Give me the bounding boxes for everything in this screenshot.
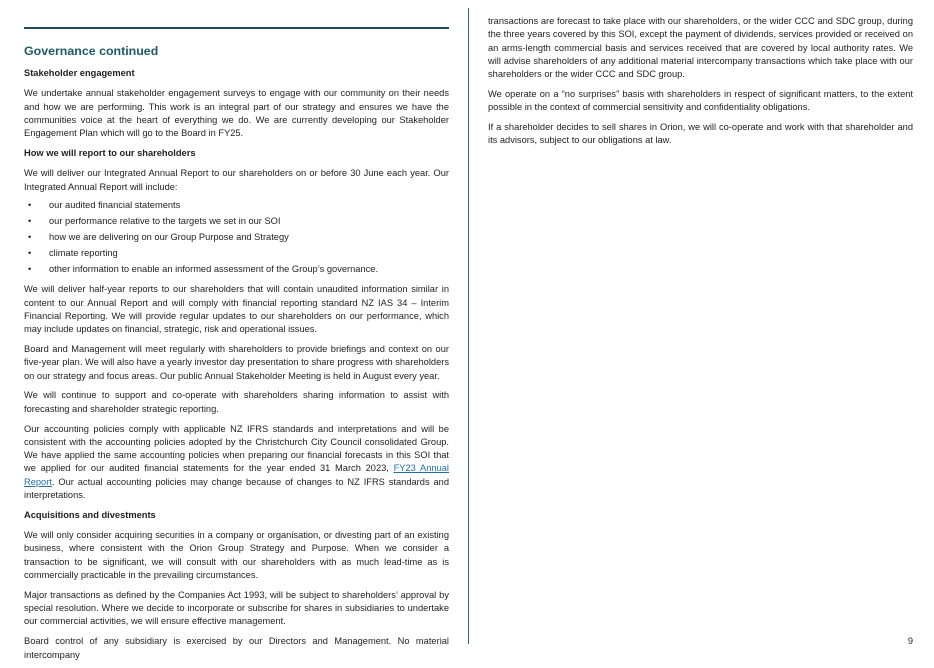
share-sale-paragraph: If a shareholder decides to sell shares in Orion, we will co-operate and work with that shareholder and its advisors, subject to our obligations at law. (488, 122, 913, 146)
stakeholder-engagement-paragraph: We undertake annual stakeholder engagement surveys to engage with our community on their needs and how we are performing. This work is an integral part of our strategy and ensures we have the communities voice at the heart of everything we do. We are currently developing our Stakeholder Engagement Plan which will go to the Board in FY25. (24, 88, 449, 139)
half-year-report-paragraph: We will deliver half-year reports to our shareholders that will contain unaudited information similar in content to our Annual Report and will comply with financial reporting standard NZ IAS 34 – Interim Financial Reporting. We will provide regular updates to our shareholders on our performance, which may include updates on financial, strategic, risk and operational issues. (24, 284, 449, 335)
intercompany-transactions-paragraph: transactions are forecast to take place with our shareholders, or the wider CCC and SDC group, during the three years covered by this SOI, except the payment of dividends, services provided or received on an arms-length commercial basis and services received that are covered by local authority rates. We will advise shareholders of any additional material intercompany transactions which take place with our shareholders or the wider CCC and SDC group. (488, 16, 913, 80)
right-column (488, 15, 913, 154)
list-item: • our audited financial statements (24, 197, 449, 213)
reporting-heading: How we will report to our shareholders (24, 147, 196, 158)
top-rule (24, 27, 449, 29)
list-item: • climate reporting (24, 245, 449, 261)
section-title: Governance continued (24, 44, 159, 58)
acquisitions-paragraph-1: We will only consider acquiring securities in a company or organisation, or divesting part of an existing business, where consistent with the Orion Group Strategy and Purpose. When we consider a transaction to be significant, we will consult with our shareholders with as much lead-time as is commercially practicable in the prevailing circumstances. (24, 530, 449, 581)
accounting-text-start: Our accounting policies comply with applicable NZ IFRS standards and interpretations and will be consistent with the accounting policies adopted by the Christchurch City Council consolidated Group. We have applied the same accounting policies when preparing our financial forecasts in this SOI that we applied for our audited financial statements for the year ended 31 March 2023, (24, 423, 449, 474)
column-divider (468, 8, 469, 644)
acquisitions-heading: Acquisitions and divestments (24, 509, 156, 520)
accounting-text-end: . Our actual accounting policies may change because of changes to NZ IFRS standards and interpretations. (24, 476, 449, 501)
reporting-paragraph: We will deliver our Integrated Annual Report to our shareholders on or before 30 June each year. Our Integrated Annual Report will include: (24, 168, 449, 192)
list-item: • how we are delivering on our Group Purpose and Strategy (24, 229, 449, 245)
page-number: 9 (907, 636, 913, 646)
no-surprises-paragraph: We operate on a “no surprises” basis with shareholders in respect of significant matters, to the extent possible in the context of commercial sensitivity and confidentiality obligations. (488, 88, 913, 113)
stakeholder-engagement-heading: Stakeholder engagement (24, 68, 135, 78)
annual-report-link[interactable]: FY23 Annual Report (24, 463, 449, 487)
board-management-paragraph: Board and Management will meet regularly with shareholders to provide briefings and context on our five-year plan. We will also have a yearly investor day presentation to share progress with shareholders on our strategy and focus areas. Our public Annual Stakeholder Meeting is held in August every year. (24, 344, 449, 381)
acquisitions-paragraph-2: Major transactions as defined by the Companies Act 1993, will be subject to shareholders’ approval by special resolution. Where we decide to incorporate or subscribe for shares in subsidiaries to undertake our commercial activities, we will ensure effective management. (24, 589, 449, 627)
list-item: • our performance relative to the targets we set in our SOI (24, 213, 449, 229)
accounting-policies-paragraph (24, 423, 449, 503)
report-contents-list (24, 197, 449, 277)
acquisitions-paragraph-3: Board control of any subsidiary is exercised by our Directors and Management. No material intercompany (24, 636, 449, 660)
list-item: • other information to enable an informed assessment of the Group’s governance. (24, 261, 449, 277)
shareholder-support-paragraph: We will continue to support and co-operate with shareholders sharing information to assist with forecasting and shareholder strategic reporting. (24, 390, 449, 414)
left-column (24, 0, 449, 668)
